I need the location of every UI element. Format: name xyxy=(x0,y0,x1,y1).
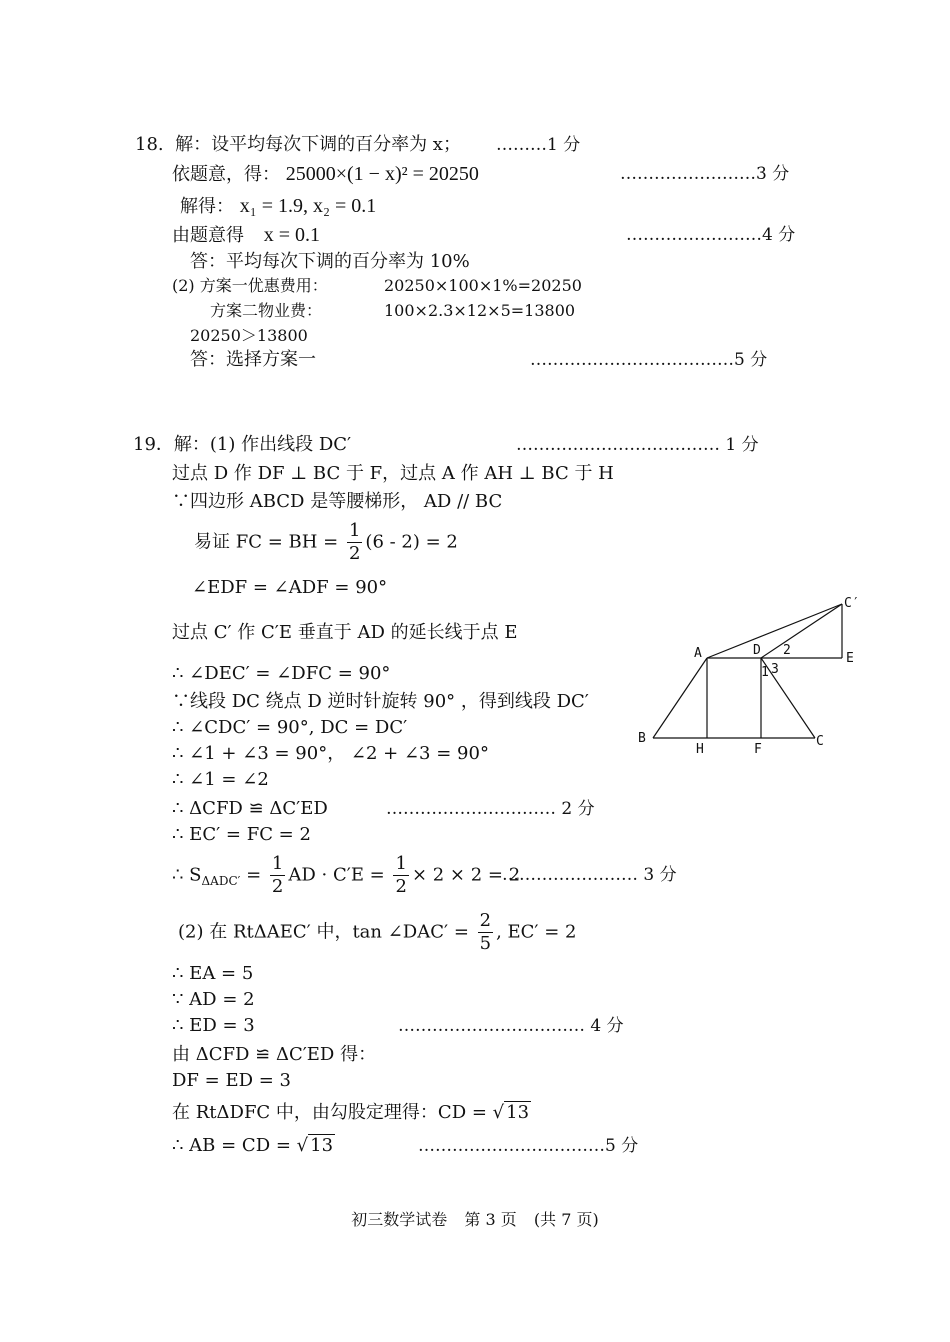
fraction-denominator: 5 xyxy=(479,933,492,954)
segment-dc xyxy=(761,658,815,738)
q19-l13-eq: = xyxy=(240,864,267,886)
q19-l21-radicand: 13 xyxy=(310,1135,334,1156)
q18-score-3: ……………………3 分 xyxy=(620,164,790,184)
q18-plan-2-value: 100×2.3×12×5=13800 xyxy=(384,301,576,320)
label-d: D xyxy=(753,643,761,658)
q19-line-21 xyxy=(172,1134,335,1158)
q18-eq: 25000×(1 − x)² = 20250 xyxy=(285,163,479,185)
fraction-denominator: 2 xyxy=(348,543,361,564)
q19-l3-fraction xyxy=(347,520,362,565)
label-c: C xyxy=(816,734,824,749)
q19-line-18: 由 ΔCFD ≌ ΔC′ED 得： xyxy=(172,1044,377,1065)
q19-score-5: ……………………………5 分 xyxy=(418,1136,639,1156)
q19-score-4: …………………………… 4 分 xyxy=(398,1016,624,1036)
q19-line-10: ∴ ∠1 = ∠2 xyxy=(172,769,269,790)
q19-l13-fraction-2 xyxy=(393,853,408,898)
q19-l14-suffix: , EC′ = 2 xyxy=(496,921,577,943)
label-f: F xyxy=(754,742,762,757)
fraction-numerator: 1 xyxy=(395,853,407,874)
q19-l14-fraction xyxy=(478,910,493,955)
label-b: B xyxy=(638,731,646,746)
label-angle-2: 2 xyxy=(783,643,791,658)
q19-score-2: ………………………… 2 分 xyxy=(386,799,595,819)
q19-line-17: ∴ ED = 3 xyxy=(172,1015,255,1036)
q19-score-3: …………………… 3 分 xyxy=(502,865,677,885)
q18-line-equation xyxy=(172,162,479,187)
footer-title: 初三数学试卷 xyxy=(351,1210,448,1229)
q19-line-6: ∴ ∠DEC′ = ∠DFC = 90° xyxy=(172,663,391,684)
q18-score-4: ……………………4 分 xyxy=(626,225,796,245)
q19-score-1: ……………………………… 1 分 xyxy=(516,435,759,455)
fraction-numerator: 2 xyxy=(479,910,492,931)
label-e: E xyxy=(846,651,854,666)
q19-line-8: ∴ ∠CDC′ = 90°, DC = DC′ xyxy=(172,717,408,738)
q18-score-1: ………1 分 xyxy=(496,135,581,155)
q19-line-4: ∠EDF = ∠ADF = 90° xyxy=(192,577,388,598)
q19-line-11: ∴ ΔCFD ≌ ΔC′ED xyxy=(172,798,328,819)
q18-roots: x₁ = 1.9, x₂ = 0.1 xyxy=(239,195,377,217)
q18-solve-label: 解得： xyxy=(180,196,234,217)
q19-l13-prefix: ∴ S xyxy=(172,864,202,886)
footer-page: 第 3 页 xyxy=(464,1210,517,1229)
trapezoid-figure xyxy=(630,590,870,760)
q18-line-solution xyxy=(180,194,376,219)
q19-line-9: ∴ ∠1 + ∠3 = 90°， ∠2 + ∠3 = 90° xyxy=(172,743,489,764)
q18-answer-2: 答：选择方案一 xyxy=(190,349,316,370)
q19-l13-sub: ΔADC′ xyxy=(201,874,241,889)
q19-line-1: 过点 D 作 DF ⊥ BC 于 F，过点 A 作 AH ⊥ BC 于 H xyxy=(172,463,614,484)
q19-line-15: ∴ EA = 5 xyxy=(172,963,254,984)
fraction-denominator: 2 xyxy=(271,876,284,897)
q19-line-19: DF = ED = 3 xyxy=(172,1070,291,1091)
segment-ab xyxy=(653,658,707,738)
label-c-prime: C′ xyxy=(844,596,860,611)
page-footer xyxy=(0,1208,950,1232)
q18-line-result xyxy=(172,223,320,248)
q19-line-12: ∴ EC′ = FC = 2 xyxy=(172,824,311,845)
q18-heading: 18. 解：设平均每次下调的百分率为 x； xyxy=(135,134,461,155)
q19-line-20 xyxy=(172,1101,531,1125)
label-h: H xyxy=(696,742,704,757)
q19-l21-prefix: ∴ AB = CD = √ xyxy=(172,1135,309,1156)
q19-l13-suffix: × 2 × 2 = 2 xyxy=(411,864,521,886)
q19-line-7: ∵线段 DC 绕点 D 逆时针旋转 90° ，得到线段 DC′ xyxy=(172,691,589,712)
q19-line-16: ∵ AD = 2 xyxy=(172,989,255,1010)
label-a: A xyxy=(694,646,702,661)
label-angle-1: 1 xyxy=(761,665,769,680)
q19-heading: 19．解：(1) 作出线段 DC′ xyxy=(133,434,352,455)
q19-line-5: 过点 C′ 作 C′E 垂直于 AD 的延长线于点 E xyxy=(172,622,518,643)
q19-l13-fraction-1 xyxy=(270,853,285,898)
q19-l20-prefix: 在 RtΔDFC 中，由勾股定理得：CD = √ xyxy=(172,1102,505,1123)
fraction-numerator: 1 xyxy=(271,853,284,874)
q18-answer-1: 答：平均每次下调的百分率为 10% xyxy=(190,251,470,272)
q19-l3-suffix: (6 - 2) = 2 xyxy=(365,531,458,553)
q19-line-2: ∵四边形 ABCD 是等腰梯形， AD // BC xyxy=(172,491,503,512)
q18-comparison: 20250＞13800 xyxy=(190,326,308,345)
q19-line-13 xyxy=(172,853,520,898)
q19-l13-mid: AD · C′E = xyxy=(288,864,391,886)
q18-plan-1-label: (2) 方案一优惠费用： xyxy=(172,276,328,295)
segment-ac-prime xyxy=(707,604,842,658)
q19-l20-radicand: 13 xyxy=(506,1102,530,1123)
q18-plan-2-label: 方案二物业费： xyxy=(210,301,323,320)
q18-plan-1-value: 20250×100×1%=20250 xyxy=(384,276,582,295)
q18-eq-label: 依题意，得： xyxy=(172,164,280,185)
q18-score-5: ………………………………5 分 xyxy=(530,350,768,370)
q19-line-14 xyxy=(178,910,577,955)
fraction-denominator: 2 xyxy=(395,876,407,897)
q19-line-3 xyxy=(194,520,458,565)
q18-result-label: 由题意得 xyxy=(172,225,244,246)
footer-total: (共 7 页) xyxy=(533,1210,599,1229)
q19-l3-prefix: 易证 FC = BH = xyxy=(194,531,344,553)
q19-l14-prefix: (2) 在 RtΔAEC′ 中，tan ∠DAC′ = xyxy=(178,921,475,943)
label-angle-3: 3 xyxy=(771,662,779,677)
fraction-numerator: 1 xyxy=(348,520,361,541)
q18-result: x = 0.1 xyxy=(263,224,321,246)
